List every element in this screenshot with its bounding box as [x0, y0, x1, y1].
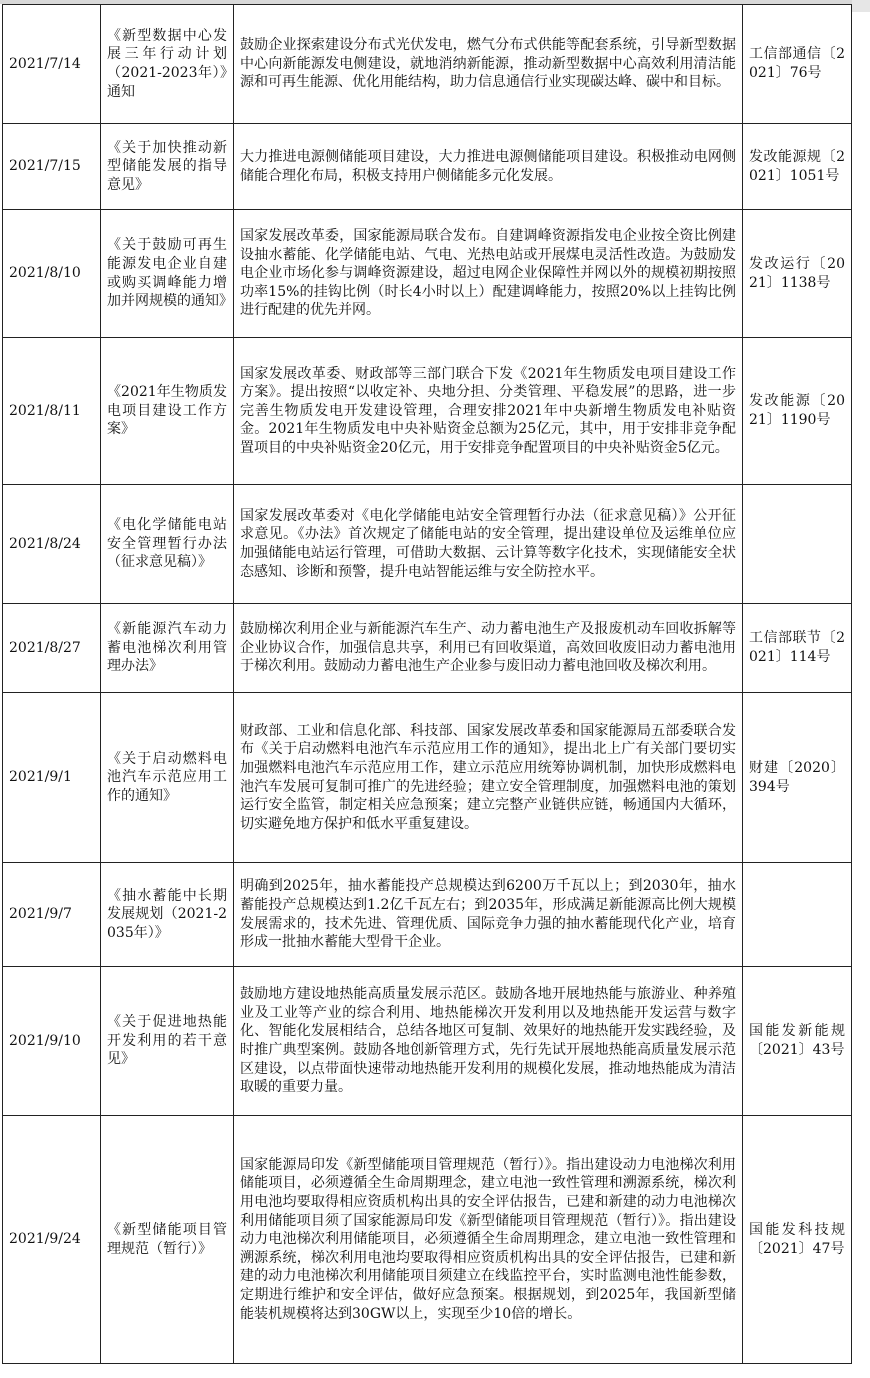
- document-number-cell: 发改能源〔2021〕1190号: [743, 338, 852, 485]
- policy-content-cell: 鼓励地方建设地热能高质量发展示范区。鼓励各地开展地热能与旅游业、种养殖业及工业等产业的综合利用、地热能梯次开发利用以及地热能开发运营与数字化、智能化发展相结合，总结各地区可复制、效果好的地热能开发实践经验，及时推广典型案例。鼓励各地创新管理方式，先行先试开展地热能高质量发展示范区建设，以点带面快速带动地热能开发利用的规模化发展，推动地热能成为清洁取暖的重要力量。: [234, 967, 743, 1116]
- table-row: [3, 5, 852, 124]
- document-number-cell: [743, 863, 852, 967]
- date-cell: 2021/9/10: [3, 967, 101, 1116]
- date-cell: 2021/7/15: [3, 124, 101, 210]
- date-cell: 2021/8/10: [3, 210, 101, 338]
- policy-name-cell: 《电化学储能电站安全管理暂行办法（征求意见稿）》: [101, 485, 234, 604]
- policy-name-cell: 《新型数据中心发展三年行动计划（2021-2023年）》通知: [101, 5, 234, 124]
- policy-content-cell: 鼓励企业探索建设分布式光伏发电，燃气分布式供能等配套系统，引导新型数据中心向新能源发电侧建设，就地消纳新能源，推动新型数据中心高效利用清洁能源和可再生能源、优化用能结构，助力信息通信行业实现碳达峰、碳中和目标。: [234, 5, 743, 124]
- table-row: [3, 338, 852, 485]
- table-row: [3, 1116, 852, 1364]
- document-number-cell: 财建〔2020〕394号: [743, 693, 852, 863]
- policy-content-cell: 国家能源局印发《新型储能项目管理规范（暂行）》。指出建设动力电池梯次利用储能项目，必须遵循全生命周期理念，建立电池一致性管理和溯源系统，梯次利用电池均要取得相应资质机构出具的安全评估报告，已建和新建的动力电池梯次利用储能项目须了国家能源局印发《新型储能项目管理规范（暂行）》。指出建设动力电池梯次利用储能项目，必须遵循全生命周期理念，建立电池一致性管理和溯源系统，梯次利用电池均要取得相应资质机构出具的安全评估报告，已建和新建的动力电池梯次利用储能项目须建立在线监控平台，实时监测电池性能参数，定期进行维护和安全评估，做好应急预案。根据规划，到2025年，我国新型储能装机规模将达到30GW以上，实现至少10倍的增长。: [234, 1116, 743, 1364]
- date-cell: 2021/8/11: [3, 338, 101, 485]
- table-row: [3, 210, 852, 338]
- document-number-cell: 发改能源规〔2021〕1051号: [743, 124, 852, 210]
- policy-content-cell: 财政部、工业和信息化部、科技部、国家发展改革委和国家能源局五部委联合发布《关于启动燃料电池汽车示范应用工作的通知》，提出北上广有关部门要切实加强燃料电池汽车示范应用工作，建立示范应用统筹协调机制，加快形成燃料电池汽车发展可复制可推广的先进经验；建立安全管理制度，加强燃料电池的策划运行安全监管，制定相关应急预案；建立完整产业链供应链，畅通国内大循环，切实避免地方保护和低水平重复建设。: [234, 693, 743, 863]
- table-row: [3, 967, 852, 1116]
- document-number-cell: 发改运行〔2021〕1138号: [743, 210, 852, 338]
- policy-content-cell: 鼓励梯次利用企业与新能源汽车生产、动力蓄电池生产及报废机动车回收拆解等企业协议合作，加强信息共享，利用已有回收渠道，高效回收废旧动力蓄电池用于梯次利用。鼓励动力蓄电池生产企业参与废旧动力蓄电池回收及梯次利用。: [234, 604, 743, 693]
- table-row: [3, 485, 852, 604]
- document-number-cell: [743, 485, 852, 604]
- policy-content-cell: 国家发展改革委、财政部等三部门联合下发《2021年生物质发电项目建设工作方案》。提出按照“以收定补、央地分担、分类管理、平稳发展”的思路，进一步完善生物质发电开发建设管理，合理安排2021年中央新增生物质发电补贴资金。2021年生物质发电中央补贴资金总额为25亿元，其中，用于安排非竞争配置项目的中央补贴资金20亿元，用于安排竞争配置项目的中央补贴资金5亿元。: [234, 338, 743, 485]
- policy-name-cell: 《关于启动燃料电池汽车示范应用工作的通知》: [101, 693, 234, 863]
- policy-content-cell: 国家发展改革委对《电化学储能电站安全管理暂行办法（征求意见稿）》公开征求意见。《办法》首次规定了储能电站的安全管理，提出建设单位及运维单位应加强储能电站运行管理，可借助大数据、云计算等数字化技术，实现储能安全状态感知、诊断和预警，提升电站智能运维与安全防控水平。: [234, 485, 743, 604]
- scrollbar-corner: [852, 0, 870, 12]
- policy-name-cell: 《关于加快推动新型储能发展的指导意见》: [101, 124, 234, 210]
- date-cell: 2021/8/24: [3, 485, 101, 604]
- policy-name-cell: 《关于鼓励可再生能源发电企业自建或购买调峰能力增加并网规模的通知》: [101, 210, 234, 338]
- policy-table: [2, 4, 852, 1364]
- policy-content-cell: 明确到2025年，抽水蓄能投产总规模达到6200万千瓦以上；到2030年，抽水蓄能投产总规模达到1.2亿千瓦左右；到2035年，形成满足新能源高比例大规模发展需求的，技术先进、管理优质、国际竞争力强的抽水蓄能现代化产业，培育形成一批抽水蓄能大型骨干企业。: [234, 863, 743, 967]
- policy-name-cell: 《抽水蓄能中长期发展规划（2021-2035年）》: [101, 863, 234, 967]
- table-row: [3, 863, 852, 967]
- policy-name-cell: 《新型储能项目管理规范（暂行）》: [101, 1116, 234, 1364]
- document-number-cell: 国能发科技规〔2021〕47号: [743, 1116, 852, 1364]
- date-cell: 2021/9/7: [3, 863, 101, 967]
- date-cell: 2021/9/1: [3, 693, 101, 863]
- date-cell: 2021/8/27: [3, 604, 101, 693]
- date-cell: 2021/7/14: [3, 5, 101, 124]
- document-number-cell: 工信部联节〔2021〕114号: [743, 604, 852, 693]
- table-row: [3, 693, 852, 863]
- policy-content-cell: 大力推进电源侧储能项目建设，大力推进电源侧储能项目建设。积极推动电网侧储能合理化布局，积极支持用户侧储能多元化发展。: [234, 124, 743, 210]
- document-number-cell: 工信部通信〔2021〕76号: [743, 5, 852, 124]
- document-number-cell: 国能发新能规〔2021〕43号: [743, 967, 852, 1116]
- table-row: [3, 604, 852, 693]
- date-cell: 2021/9/24: [3, 1116, 101, 1364]
- policy-content-cell: 国家发展改革委，国家能源局联合发布。自建调峰资源指发电企业按全资比例建设抽水蓄能、化学储能电站、气电、光热电站或开展煤电灵活性改造。为鼓励发电企业市场化参与调峰资源建设，超过电网企业保障性并网以外的规模初期按照功率15%的挂钩比例（时长4小时以上）配建调峰能力，按照20%以上挂钩比例进行配建的优先并网。: [234, 210, 743, 338]
- policy-name-cell: 《关于促进地热能开发利用的若干意见》: [101, 967, 234, 1116]
- policy-name-cell: 《新能源汽车动力蓄电池梯次利用管理办法》: [101, 604, 234, 693]
- policy-name-cell: 《2021年生物质发电项目建设工作方案》: [101, 338, 234, 485]
- table-row: [3, 124, 852, 210]
